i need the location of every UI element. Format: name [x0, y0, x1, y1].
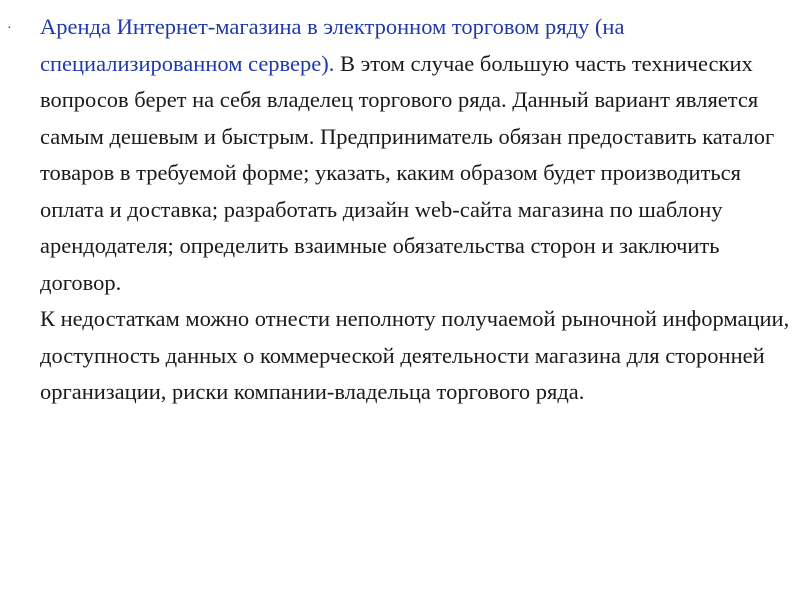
paragraph-2: К недостаткам можно отнести неполноту получаемой рыночной информации, доступность данных о коммерческой деятельности магазина для сторонней организации, риски компании-владельца торгового ряда.: [40, 306, 790, 404]
paragraph-1: [40, 9, 792, 301]
paragraph-1-rest: В этом случае большую часть технических вопросов берет на себя владелец торгового ряда. Данный вариант является самым дешевым и быстрым. Предприниматель обязан предоставить каталог товаров в требуемой форме; указать, каким образом будет производиться оплата и доставка; разработать дизайн web-сайта магазина по шаблону арендодателя; определить взаимные обязательства сторон и заключить договор.: [40, 50, 775, 295]
bullet-marker: ·: [7, 21, 12, 36]
body-text: [40, 9, 792, 411]
highlighted-heading-text: Аренда Интернет-магазина в электронном торговом ряду (на специализированном сервере).: [40, 14, 625, 76]
